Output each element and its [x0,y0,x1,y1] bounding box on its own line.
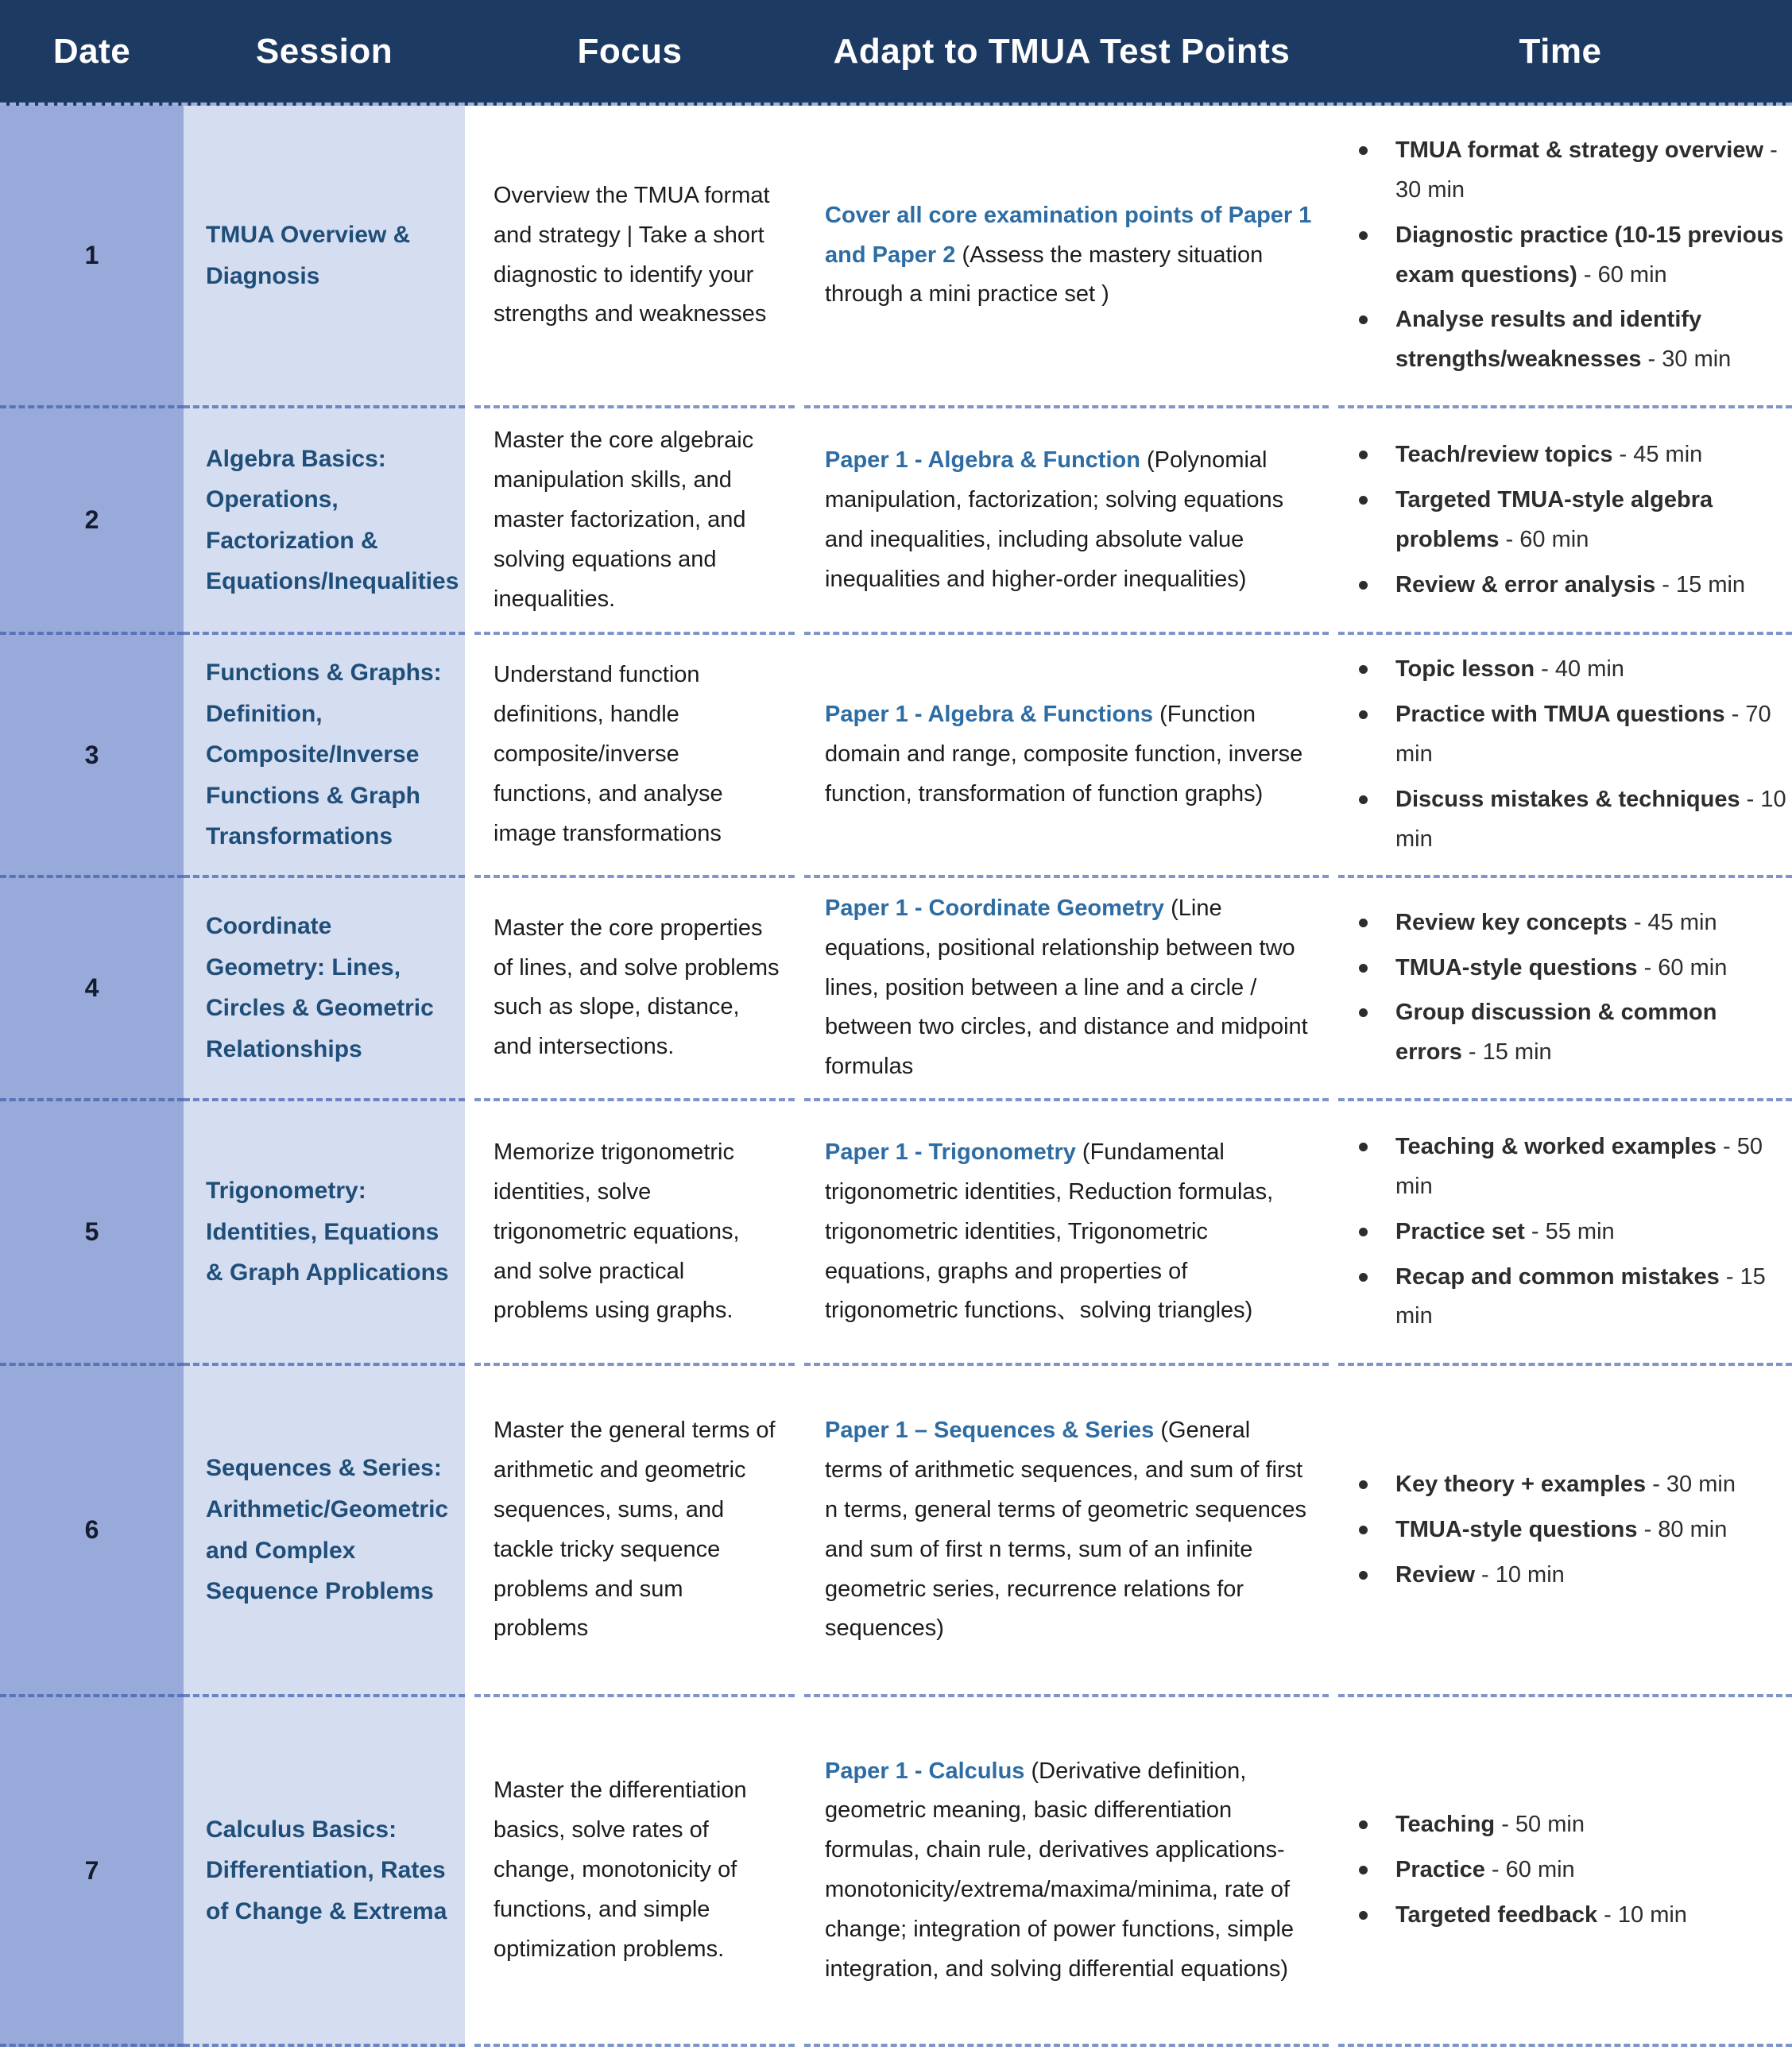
time-item-label: TMUA-style questions [1395,1516,1638,1542]
header-focus: Focus [577,31,683,71]
focus-text: Overview the TMUA format and strategy | Take a short diagnostic to identify your strengths and weaknesses [493,182,770,327]
time-item-duration: - 60 min [1484,1857,1575,1883]
time-item [1338,1851,1787,1890]
focus-cell [474,878,795,1101]
session-title: Trigonometry: Identities, Equations & Graph Applications [206,1178,449,1286]
focus-cell [474,1101,795,1366]
session-cell [184,1101,465,1366]
focus-cell [474,408,795,635]
time-item-duration: - 30 min [1641,346,1732,373]
paper-topic-highlight: Paper 1 - Coordinate Geometry [825,895,1171,921]
paper-topic-highlight: Paper 1 - Algebra & Functions [825,702,1160,728]
time-item-label: Topic lesson [1395,656,1535,683]
time-item [1338,1258,1787,1337]
time-item-duration: - 50 min [1495,1812,1585,1838]
time-cell [1338,1101,1792,1366]
test-points-cell [804,1366,1329,1697]
time-item-duration: - 55 min [1524,1218,1615,1244]
test-points-text [825,1752,1313,1990]
time-item-duration: - 15 min [1461,1039,1552,1066]
time-item-label: Practice with TMUA questions [1395,702,1725,728]
time-item [1338,1805,1787,1845]
session-title: Sequences & Series: Arithmetic/Geometric and Complex Sequence Problems [206,1455,449,1605]
time-cell [1338,1366,1792,1697]
paper-topic-highlight: Paper 1 - Calculus [825,1758,1031,1784]
table-row [0,1366,1792,1697]
test-points-detail: (Assess the mastery situation through a mini practice set ) [825,242,1264,308]
test-points-text [825,695,1313,814]
time-item [1338,481,1787,560]
focus-cell [474,1697,795,2047]
time-list [1338,644,1787,865]
paper-topic-highlight: Paper 1 - Trigonometry [825,1139,1082,1165]
test-points-cell [804,878,1329,1101]
time-item-label: Targeted TMUA-style algebra problems [1395,486,1713,552]
time-item [1338,1213,1787,1252]
header-time: Time [1519,31,1602,71]
session-cell [184,878,465,1101]
time-item-label: TMUA format & strategy overview [1395,137,1764,163]
time-item-duration: - 15 min [1655,571,1746,598]
header-date: Date [52,31,131,71]
time-list [1338,126,1787,385]
test-points-text [825,441,1313,600]
time-item-duration: - 10 min [1474,1561,1565,1588]
time-item-duration: - 70 min [1395,702,1771,768]
date-cell: 3 [0,635,184,877]
time-cell [1338,106,1792,408]
test-points-detail: (Function domain and range, composite function, inverse function, transformation of function graphs) [825,702,1303,807]
date-cell: 2 [0,408,184,635]
session-cell [184,1366,465,1697]
test-points-cell [804,635,1329,877]
time-item-duration: - 10 min [1597,1902,1687,1928]
time-item-duration: - 15 min [1395,1263,1766,1329]
session-cell [184,1697,465,2047]
time-item-label: Targeted feedback [1395,1902,1598,1928]
time-item [1338,780,1787,860]
time-item [1338,435,1787,475]
time-item [1338,949,1787,988]
time-cell [1338,635,1792,877]
time-item [1338,1896,1787,1936]
table-row [0,1101,1792,1366]
date-cell: 1 [0,106,184,408]
time-item-label: Practice set [1395,1218,1525,1244]
focus-cell [474,106,795,408]
test-points-detail: (Line equations, positional relationship between two lines, position between a line and a circle / between two circles, and distance and midpoint formulas [825,895,1308,1080]
time-item-duration: - 60 min [1577,261,1667,288]
table-row [0,106,1792,408]
time-item-label: Review [1395,1561,1475,1588]
focus-text: Understand function definitions, handle composite/inverse functions, and analyse image transformations [493,662,723,846]
time-item-duration: - 30 min [1646,1471,1736,1497]
test-points-text [825,196,1313,315]
time-item-label: Teach/review topics [1395,441,1613,467]
session-title: Coordinate Geometry: Lines, Circles & Geometric Relationships [206,913,434,1063]
time-item [1338,695,1787,775]
focus-cell [474,635,795,877]
session-cell [184,408,465,635]
time-item [1338,1556,1787,1596]
time-item-duration: - 45 min [1627,909,1717,935]
focus-text: Memorize trigonometric identities, solve trigonometric equations, and solve practical problems using graphs. [493,1139,740,1324]
time-item-duration: - 40 min [1535,656,1624,683]
time-item-duration: - 60 min [1499,526,1589,552]
time-item [1338,1128,1787,1207]
test-points-cell [804,1101,1329,1366]
time-item-duration: - 30 min [1395,137,1778,203]
time-cell [1338,878,1792,1101]
time-list [1338,1800,1787,1941]
session-cell [184,106,465,408]
test-points-text [825,1411,1313,1649]
time-item-label: Key theory + examples [1395,1471,1647,1497]
time-item-label: Group discussion & common errors [1395,1000,1717,1066]
focus-cell [474,1366,795,1697]
time-cell [1338,1697,1792,2047]
time-item [1338,131,1787,211]
test-points-detail: (Polynomial manipulation, factorization; solving equations and inequalities, including absolute value inequalities and higher-order inequalities) [825,447,1284,592]
time-item-label: Diagnostic practice (10-15 previous exam questions) [1395,222,1784,288]
time-item [1338,650,1787,690]
test-points-cell [804,106,1329,408]
test-points-cell [804,408,1329,635]
table-row [0,408,1792,635]
session-title: Calculus Basics: Differentiation, Rates of Change & Extrema [206,1816,447,1925]
test-points-detail: (General terms of arithmetic sequences, and sum of first n terms, general terms of geometric sequences and sum of first n terms, sum of an infinite geometric series, recurrence relations for sequences) [825,1418,1307,1642]
focus-text: Master the differentiation basics, solve rates of change, monotonicity of functions, and simple optimization problems. [493,1778,747,1962]
time-item [1338,216,1787,296]
time-item-label: Review key concepts [1395,909,1628,935]
time-list [1338,1122,1787,1342]
time-item-label: Discuss mistakes & techniques [1395,787,1740,812]
time-item-duration: - 80 min [1637,1516,1728,1542]
time-item-label: Review & error analysis [1395,571,1656,598]
paper-topic-highlight: Paper 1 – Sequences & Series [825,1418,1161,1443]
time-item-label: Teaching [1395,1812,1496,1838]
focus-text: Master the general terms of arithmetic and geometric sequences, sums, and tackle tricky sequence problems and sum problems [493,1418,776,1642]
time-item [1338,566,1787,605]
table-body [0,106,1792,2047]
time-list [1338,430,1787,611]
time-item-duration: - 50 min [1395,1133,1763,1199]
bottom-whitespace [0,2047,1792,2058]
time-item-duration: - 10 min [1395,787,1786,852]
date-cell: 5 [0,1101,184,1366]
table-row [0,1697,1792,2047]
session-title: TMUA Overview & Diagnosis [206,221,411,289]
time-item-label: Recap and common mistakes [1395,1263,1720,1290]
test-points-detail: (Derivative definition, geometric meaning, basic differentiation formulas, chain rule, derivatives applications- monotonicity/extrema/maxima/minima, rate of change; integration of power functions, simple integration, and solving differential equations) [825,1758,1295,1982]
focus-text: Master the core properties of lines, and solve problems such as slope, distance, and intersections. [493,915,780,1060]
table-row [0,635,1792,877]
time-item [1338,903,1787,943]
header-test-points: Adapt to TMUA Test Points [833,31,1291,71]
time-list [1338,1460,1787,1601]
time-item [1338,1465,1787,1505]
time-item-duration: - 60 min [1637,954,1728,981]
time-item [1338,1511,1787,1550]
test-points-cell [804,1697,1329,2047]
date-cell: 6 [0,1366,184,1697]
session-cell [184,635,465,877]
time-item [1338,300,1787,380]
table-header-row [0,0,1792,106]
time-list [1338,898,1787,1079]
focus-text: Master the core algebraic manipulation skills, and master factorization, and solving equations and inequalities. [493,427,754,612]
test-points-text [825,1133,1313,1331]
time-item-duration: - 45 min [1612,441,1703,467]
test-points-text [825,889,1313,1087]
date-cell: 4 [0,878,184,1101]
time-item-label: Analyse results and identify strengths/weaknesses [1395,307,1702,373]
session-title: Functions & Graphs: Definition, Composite/Inverse Functions & Graph Transformations [206,660,442,850]
paper-topic-highlight: Paper 1 - Algebra & Function [825,447,1147,473]
time-item-label: Practice [1395,1857,1485,1883]
date-cell: 7 [0,1697,184,2047]
time-item-label: TMUA-style questions [1395,954,1638,981]
time-item [1338,993,1787,1073]
time-item-label: Teaching & worked examples [1395,1133,1717,1159]
header-session: Session [255,31,393,71]
paper-topic-highlight: Cover all core examination points of Paper 1 and Paper 2 [825,202,1312,268]
session-title: Algebra Basics: Operations, Factorization & Equations/Inequalities [206,445,459,595]
time-cell [1338,408,1792,635]
table-row [0,878,1792,1101]
test-points-detail: (Fundamental trigonometric identities, Reduction formulas, trigonometric identities, Trigonometric equations, graphs and properties of trigonometric functions、solving triangles) [825,1139,1274,1324]
